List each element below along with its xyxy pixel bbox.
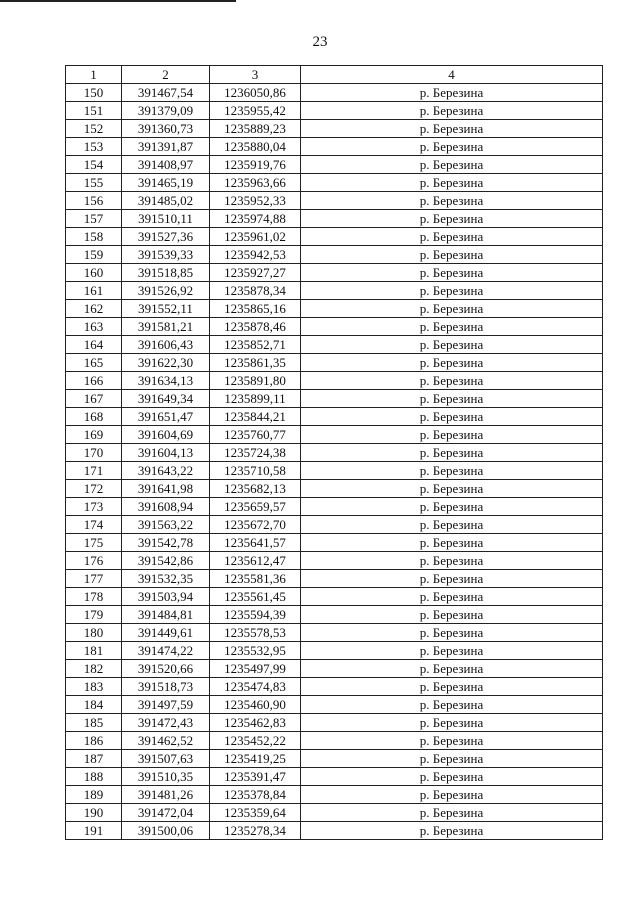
table-row [66,210,603,228]
x-coordinate-cell: 391539,33 [122,246,210,264]
table-row [66,786,603,804]
x-coordinate-cell: 391542,86 [122,552,210,570]
table-row [66,174,603,192]
header-col-3: 3 [210,66,301,84]
object-name-cell: р. Березина [301,678,603,696]
object-name-cell: р. Березина [301,426,603,444]
y-coordinate-cell: 1235889,23 [210,120,301,138]
point-number-cell: 151 [66,102,122,120]
x-coordinate-cell: 391379,09 [122,102,210,120]
y-coordinate-cell: 1235919,76 [210,156,301,174]
point-number-cell: 164 [66,336,122,354]
y-coordinate-cell: 1235880,04 [210,138,301,156]
point-number-cell: 157 [66,210,122,228]
point-number-cell: 158 [66,228,122,246]
object-name-cell: р. Березина [301,408,603,426]
object-name-cell: р. Березина [301,354,603,372]
y-coordinate-cell: 1235641,57 [210,534,301,552]
table-row [66,750,603,768]
point-number-cell: 175 [66,534,122,552]
x-coordinate-cell: 391462,52 [122,732,210,750]
y-coordinate-cell: 1235844,21 [210,408,301,426]
x-coordinate-cell: 391520,66 [122,660,210,678]
point-number-cell: 188 [66,768,122,786]
page-number: 23 [312,34,328,50]
x-coordinate-cell: 391518,85 [122,264,210,282]
table-row [66,732,603,750]
table-row [66,390,603,408]
point-number-cell: 184 [66,696,122,714]
object-name-cell: р. Березина [301,318,603,336]
object-name-cell: р. Березина [301,228,603,246]
object-name-cell: р. Березина [301,102,603,120]
x-coordinate-cell: 391634,13 [122,372,210,390]
table-row [66,102,603,120]
object-name-cell: р. Березина [301,156,603,174]
table-row [66,552,603,570]
x-coordinate-cell: 391581,21 [122,318,210,336]
x-coordinate-cell: 391472,04 [122,804,210,822]
table-row [66,372,603,390]
point-number-cell: 170 [66,444,122,462]
point-number-cell: 183 [66,678,122,696]
y-coordinate-cell: 1235659,57 [210,498,301,516]
object-name-cell: р. Березина [301,696,603,714]
point-number-cell: 179 [66,606,122,624]
point-number-cell: 191 [66,822,122,840]
point-number-cell: 172 [66,480,122,498]
point-number-cell: 182 [66,660,122,678]
y-coordinate-cell: 1235878,46 [210,318,301,336]
point-number-cell: 185 [66,714,122,732]
y-coordinate-cell: 1235474,83 [210,678,301,696]
y-coordinate-cell: 1235452,22 [210,732,301,750]
object-name-cell: р. Березина [301,372,603,390]
x-coordinate-cell: 391360,73 [122,120,210,138]
point-number-cell: 171 [66,462,122,480]
table-row [66,354,603,372]
table-row [66,696,603,714]
y-coordinate-cell: 1235724,38 [210,444,301,462]
point-number-cell: 174 [66,516,122,534]
x-coordinate-cell: 391465,19 [122,174,210,192]
header-col-1: 1 [66,66,122,84]
table-body [66,84,603,840]
y-coordinate-cell: 1235462,83 [210,714,301,732]
x-coordinate-cell: 391474,22 [122,642,210,660]
table-row [66,804,603,822]
object-name-cell: р. Березина [301,624,603,642]
object-name-cell: р. Березина [301,444,603,462]
table-row [66,714,603,732]
object-name-cell: р. Березина [301,768,603,786]
x-coordinate-cell: 391651,47 [122,408,210,426]
table-row [66,282,603,300]
x-coordinate-cell: 391643,22 [122,462,210,480]
table-row [66,318,603,336]
x-coordinate-cell: 391604,13 [122,444,210,462]
x-coordinate-cell: 391606,43 [122,336,210,354]
table-row [66,462,603,480]
table-row [66,480,603,498]
object-name-cell: р. Березина [301,786,603,804]
y-coordinate-cell: 1235955,42 [210,102,301,120]
point-number-cell: 165 [66,354,122,372]
x-coordinate-cell: 391472,43 [122,714,210,732]
point-number-cell: 173 [66,498,122,516]
x-coordinate-cell: 391510,35 [122,768,210,786]
point-number-cell: 163 [66,318,122,336]
coordinates-table [65,65,603,840]
object-name-cell: р. Березина [301,588,603,606]
table-row [66,120,603,138]
object-name-cell: р. Березина [301,606,603,624]
table-row [66,246,603,264]
table-row [66,624,603,642]
object-name-cell: р. Березина [301,714,603,732]
y-coordinate-cell: 1235497,99 [210,660,301,678]
table-row [66,498,603,516]
x-coordinate-cell: 391481,26 [122,786,210,804]
object-name-cell: р. Березина [301,336,603,354]
y-coordinate-cell: 1235672,70 [210,516,301,534]
y-coordinate-cell: 1235878,34 [210,282,301,300]
x-coordinate-cell: 391608,94 [122,498,210,516]
point-number-cell: 166 [66,372,122,390]
x-coordinate-cell: 391622,30 [122,354,210,372]
x-coordinate-cell: 391641,98 [122,480,210,498]
table-row [66,516,603,534]
object-name-cell: р. Березина [301,300,603,318]
point-number-cell: 187 [66,750,122,768]
y-coordinate-cell: 1235378,84 [210,786,301,804]
y-coordinate-cell: 1235391,47 [210,768,301,786]
point-number-cell: 189 [66,786,122,804]
point-number-cell: 186 [66,732,122,750]
object-name-cell: р. Березина [301,120,603,138]
point-number-cell: 161 [66,282,122,300]
table-row [66,264,603,282]
point-number-cell: 181 [66,642,122,660]
object-name-cell: р. Березина [301,732,603,750]
x-coordinate-cell: 391518,73 [122,678,210,696]
y-coordinate-cell: 1235852,71 [210,336,301,354]
point-number-cell: 156 [66,192,122,210]
y-coordinate-cell: 1235865,16 [210,300,301,318]
point-number-cell: 162 [66,300,122,318]
point-number-cell: 190 [66,804,122,822]
object-name-cell: р. Березина [301,480,603,498]
point-number-cell: 168 [66,408,122,426]
table-row [66,570,603,588]
x-coordinate-cell: 391526,92 [122,282,210,300]
object-name-cell: р. Березина [301,174,603,192]
object-name-cell: р. Березина [301,462,603,480]
y-coordinate-cell: 1235963,66 [210,174,301,192]
y-coordinate-cell: 1235891,80 [210,372,301,390]
x-coordinate-cell: 391532,35 [122,570,210,588]
y-coordinate-cell: 1235278,34 [210,822,301,840]
object-name-cell: р. Березина [301,210,603,228]
header-col-4: 4 [301,66,603,84]
table-row [66,660,603,678]
x-coordinate-cell: 391503,94 [122,588,210,606]
table-row [66,768,603,786]
y-coordinate-cell: 1235974,88 [210,210,301,228]
table-row [66,336,603,354]
table-row [66,300,603,318]
x-coordinate-cell: 391391,87 [122,138,210,156]
object-name-cell: р. Березина [301,138,603,156]
y-coordinate-cell: 1235460,90 [210,696,301,714]
y-coordinate-cell: 1235581,36 [210,570,301,588]
object-name-cell: р. Березина [301,804,603,822]
point-number-cell: 178 [66,588,122,606]
y-coordinate-cell: 1235899,11 [210,390,301,408]
point-number-cell: 176 [66,552,122,570]
x-coordinate-cell: 391408,97 [122,156,210,174]
x-coordinate-cell: 391604,69 [122,426,210,444]
object-name-cell: р. Березина [301,390,603,408]
table-row [66,138,603,156]
y-coordinate-cell: 1235952,33 [210,192,301,210]
x-coordinate-cell: 391510,11 [122,210,210,228]
y-coordinate-cell: 1235710,58 [210,462,301,480]
table-row [66,426,603,444]
point-number-cell: 159 [66,246,122,264]
point-number-cell: 154 [66,156,122,174]
x-coordinate-cell: 391497,59 [122,696,210,714]
table-row [66,228,603,246]
header-col-2: 2 [122,66,210,84]
table-row [66,678,603,696]
y-coordinate-cell: 1235861,35 [210,354,301,372]
table-row [66,444,603,462]
x-coordinate-cell: 391467,54 [122,84,210,102]
x-coordinate-cell: 391527,36 [122,228,210,246]
x-coordinate-cell: 391484,81 [122,606,210,624]
y-coordinate-cell: 1235760,77 [210,426,301,444]
y-coordinate-cell: 1235612,47 [210,552,301,570]
x-coordinate-cell: 391563,22 [122,516,210,534]
header-row [66,66,603,84]
table-row [66,642,603,660]
y-coordinate-cell: 1235532,95 [210,642,301,660]
table-row [66,606,603,624]
y-coordinate-cell: 1235561,45 [210,588,301,606]
table-row [66,408,603,426]
object-name-cell: р. Березина [301,516,603,534]
object-name-cell: р. Березина [301,498,603,516]
object-name-cell: р. Березина [301,750,603,768]
x-coordinate-cell: 391500,06 [122,822,210,840]
object-name-cell: р. Березина [301,822,603,840]
top-rule [0,0,236,2]
object-name-cell: р. Березина [301,552,603,570]
object-name-cell: р. Березина [301,660,603,678]
y-coordinate-cell: 1235578,53 [210,624,301,642]
object-name-cell: р. Березина [301,264,603,282]
object-name-cell: р. Березина [301,282,603,300]
table-row [66,588,603,606]
y-coordinate-cell: 1235961,02 [210,228,301,246]
y-coordinate-cell: 1235359,64 [210,804,301,822]
table-row [66,822,603,840]
y-coordinate-cell: 1236050,86 [210,84,301,102]
y-coordinate-cell: 1235419,25 [210,750,301,768]
point-number-cell: 177 [66,570,122,588]
y-coordinate-cell: 1235682,13 [210,480,301,498]
y-coordinate-cell: 1235927,27 [210,264,301,282]
table-row [66,534,603,552]
object-name-cell: р. Березина [301,246,603,264]
object-name-cell: р. Березина [301,84,603,102]
x-coordinate-cell: 391485,02 [122,192,210,210]
point-number-cell: 167 [66,390,122,408]
y-coordinate-cell: 1235594,39 [210,606,301,624]
y-coordinate-cell: 1235942,53 [210,246,301,264]
x-coordinate-cell: 391552,11 [122,300,210,318]
object-name-cell: р. Березина [301,570,603,588]
x-coordinate-cell: 391449,61 [122,624,210,642]
object-name-cell: р. Березина [301,642,603,660]
x-coordinate-cell: 391649,34 [122,390,210,408]
table-row [66,156,603,174]
object-name-cell: р. Березина [301,534,603,552]
point-number-cell: 180 [66,624,122,642]
x-coordinate-cell: 391542,78 [122,534,210,552]
table-row [66,192,603,210]
point-number-cell: 160 [66,264,122,282]
table-header [66,66,603,84]
point-number-cell: 153 [66,138,122,156]
table-row [66,84,603,102]
object-name-cell: р. Березина [301,192,603,210]
point-number-cell: 169 [66,426,122,444]
point-number-cell: 152 [66,120,122,138]
x-coordinate-cell: 391507,63 [122,750,210,768]
point-number-cell: 150 [66,84,122,102]
point-number-cell: 155 [66,174,122,192]
